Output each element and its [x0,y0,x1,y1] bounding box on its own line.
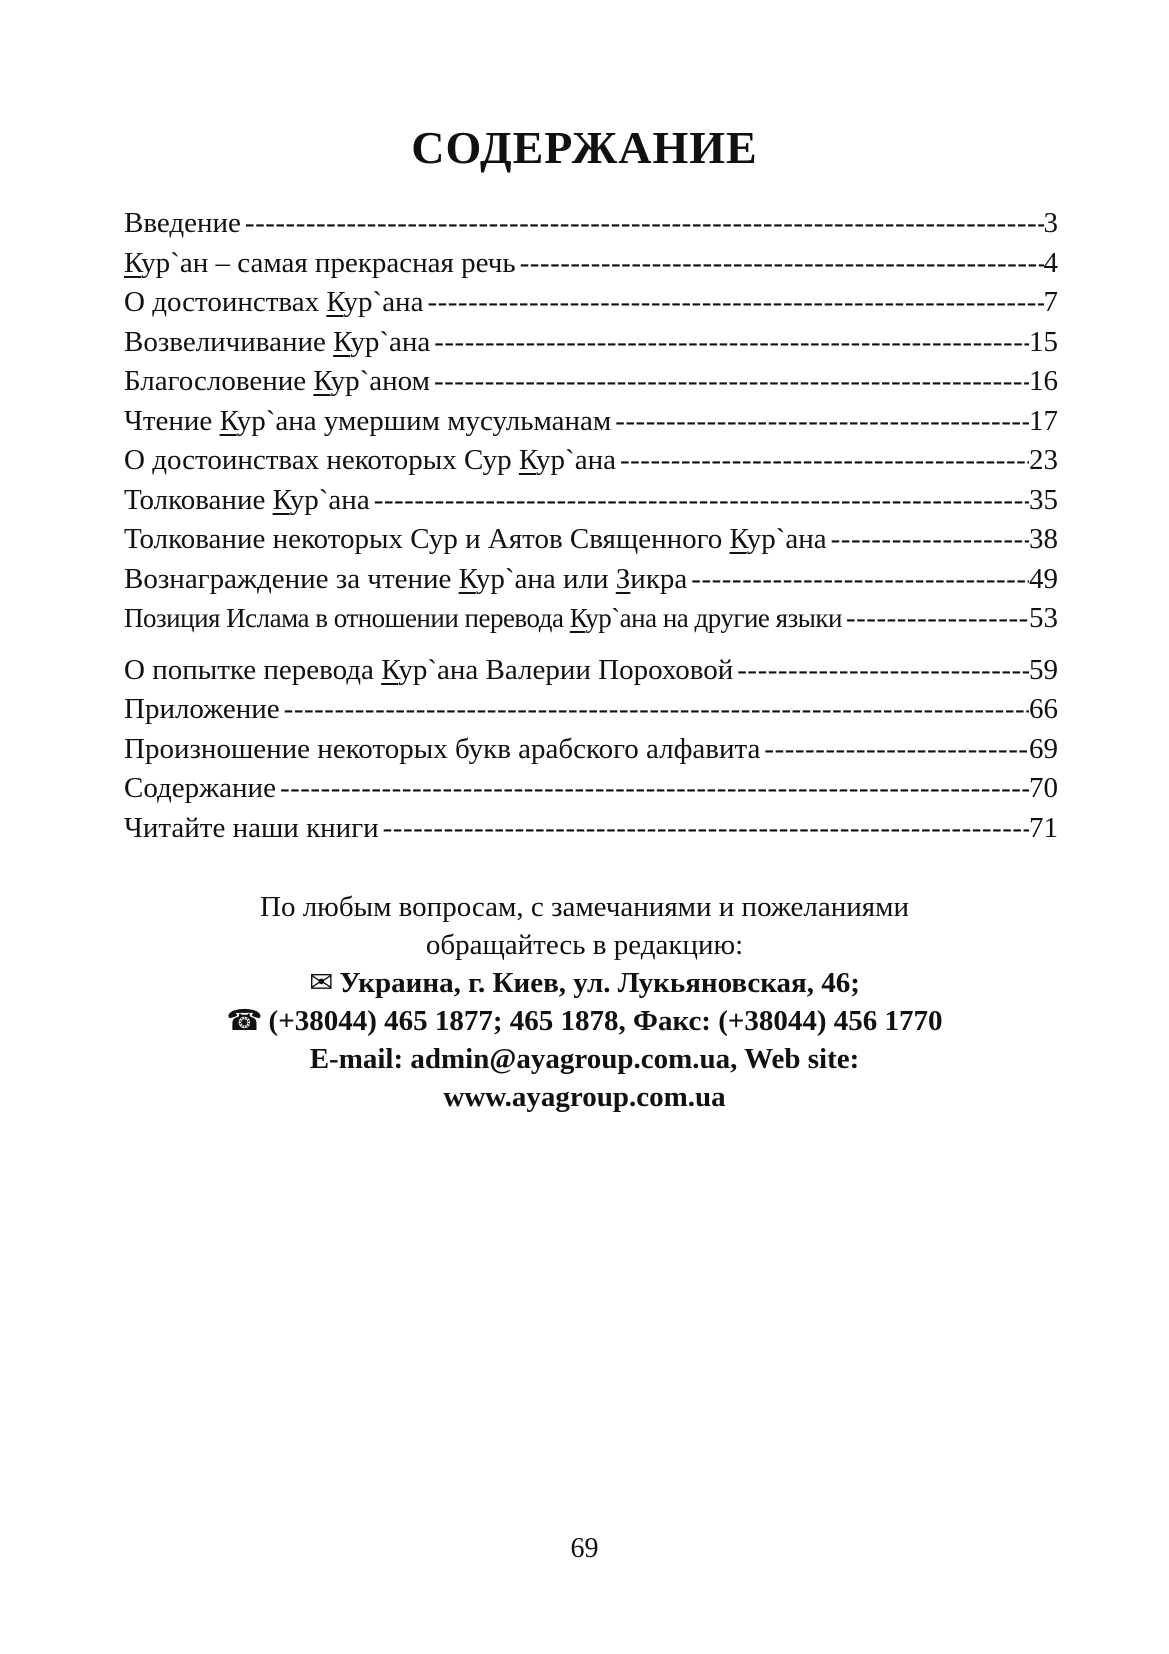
toc-entry-text: Толкование некоторых Сур и Аятов Священного [124,523,730,555]
toc-entry [124,362,1058,402]
toc-leader-dashes [516,244,1044,284]
toc-entry-text: Читайте наши книги [124,811,379,844]
toc-entry [124,323,1058,363]
toc-entry-title [124,204,241,244]
toc-entry-text: ур`ан – самая прекрасная речь [141,246,516,279]
toc-entry-page: 66 [1029,693,1058,725]
toc-entry [124,244,1058,284]
underlined-letter: К [219,404,237,437]
toc-leader-dashes [760,730,1029,770]
toc-entry-text: Благословение [124,365,314,397]
toc-entry-page: 38 [1029,523,1058,555]
toc-leader-dashes [616,441,1029,481]
toc-entry-text: Толкование [124,483,273,516]
toc-entry-page: 59 [1029,653,1058,686]
underlined-letter: К [333,325,351,358]
toc-entry-title [124,481,370,521]
toc-entry [124,599,1058,639]
toc-leader-dashes [430,362,1029,402]
toc-entry-title [124,441,616,481]
toc-entry-text: О попытке перевода [124,653,382,686]
toc-entry-text: Чтение [124,404,220,437]
toc-entry [124,651,1058,691]
toc-entry [124,769,1058,809]
envelope-icon: ✉ [309,967,334,999]
toc-entry-page: 23 [1029,444,1058,476]
toc-entry-page: 53 [1029,602,1058,634]
toc-entry [124,730,1058,770]
toc-entry-page: 35 [1029,483,1058,516]
page-number: 69 [570,1533,599,1564]
toc-leader-dashes [276,769,1029,809]
underlined-letter: К [313,365,331,397]
toc-entry [124,441,1058,481]
toc-entry-text: Приложение [124,693,280,725]
underlined-letter: З [615,562,631,595]
toc-entry-page: 70 [1029,772,1058,804]
toc-entry-title [124,730,760,770]
address-text: Украина, г. Киев, ул. Лукьяновская, 46; [339,967,860,999]
contact-intro-line-2: обращайтесь в редакцию: [425,929,744,961]
toc-entry-page: 3 [1043,207,1058,239]
toc-entry-title [124,520,827,560]
toc-entry-text: ур`ана [289,483,370,516]
phone-icon: ☎ [226,1005,263,1037]
toc-entry-text: ур`ана умершим мусульманам [236,404,612,437]
toc-entry-title [124,769,276,809]
phone-line [0,1002,1169,1040]
toc-leader-dashes [827,520,1029,560]
toc-entry-page: 71 [1029,811,1058,844]
toc-leader-dashes [241,204,1044,244]
toc-leader-dashes [733,651,1029,691]
toc-leader-dashes [430,323,1029,363]
toc-entry-text: икра [630,562,688,595]
toc-entry-text: О достоинствах [124,286,327,318]
toc-entry-text: Содержание [124,772,276,804]
toc-entry-title [124,651,733,691]
toc-entry-title [124,402,611,442]
toc-entry-title [124,244,516,284]
toc-entry-text: Произношение некоторых букв арабского алфавита [124,732,761,765]
page-title: СОДЕРЖАНИЕ [411,122,758,173]
toc-entry-text: Возвеличивание [124,325,334,358]
toc-entry-page: 16 [1029,365,1058,397]
underlined-letter: К [381,653,399,686]
toc-entry-title [124,283,423,323]
toc-entry-page: 17 [1029,404,1058,437]
toc-entry-title [124,599,842,639]
toc-entry-page: 4 [1043,246,1058,279]
toc-leader-dashes [687,560,1029,600]
underlined-letter: К [124,246,142,279]
phone-text: (+38044) 465 1877; 465 1878, Факс: (+38044) 456 1770 [268,1005,943,1037]
toc-entry [124,481,1058,521]
toc-entry [124,690,1058,730]
underlined-letter: К [272,483,290,516]
toc-entry-title [124,362,430,402]
toc-entry-text: О достоинствах некоторых Сур [124,444,519,476]
toc-entry-text: ур`ана на другие языки [585,603,842,633]
toc-leader-dashes [370,481,1029,521]
underlined-letter: К [729,523,747,555]
toc-entry-text: ур`ана [746,523,827,555]
toc-entry [124,204,1058,244]
toc-entry-text: ур`ана [536,444,616,476]
toc-entry [124,809,1058,849]
toc-entry-title [124,809,379,849]
underlined-letter: К [326,286,344,318]
email-line: E-mail: admin@ayagroup.com.ua, Web site: [309,1043,860,1075]
toc-entry [124,283,1058,323]
toc-entry-page: 49 [1029,562,1058,595]
toc-entry-page: 15 [1029,325,1058,358]
contact-block [0,888,1169,1116]
toc-entry-text: ур`ана [343,286,424,318]
address-line [0,964,1169,1002]
toc-leader-dashes [842,599,1029,639]
toc-entry-title [124,560,687,600]
toc-entry-page: 69 [1029,732,1058,765]
toc-entry-text: ур`ана или [475,562,616,595]
website-line: www.ayagroup.com.ua [443,1081,726,1113]
toc-entry-text: ур`ана Валерии Пороховой [398,653,734,686]
toc-entry [124,560,1058,600]
toc-leader-dashes [280,690,1029,730]
toc-entry [124,402,1058,442]
toc-entry-text: ур`аном [330,365,430,397]
toc-entry [124,520,1058,560]
underlined-letter: К [569,603,586,633]
underlined-letter: К [518,444,537,476]
toc-entry-text: Позиция Ислама в отношении перевода [124,603,570,633]
toc-entry-text: Введение [124,207,241,239]
toc-entry-text: ур`ана [350,325,431,358]
toc-leader-dashes [423,283,1043,323]
toc-entry-title [124,690,280,730]
toc-leader-dashes [379,809,1029,849]
toc-entry-title [124,323,430,363]
toc-leader-dashes [611,402,1029,442]
toc-entry-page: 7 [1043,286,1058,318]
toc-entry-text: Вознаграждение за чтение [124,562,459,595]
table-of-contents [124,204,1058,848]
contact-intro-line: По любым вопросам, с замечаниями и пожеланиями [260,891,909,923]
underlined-letter: К [458,562,476,595]
